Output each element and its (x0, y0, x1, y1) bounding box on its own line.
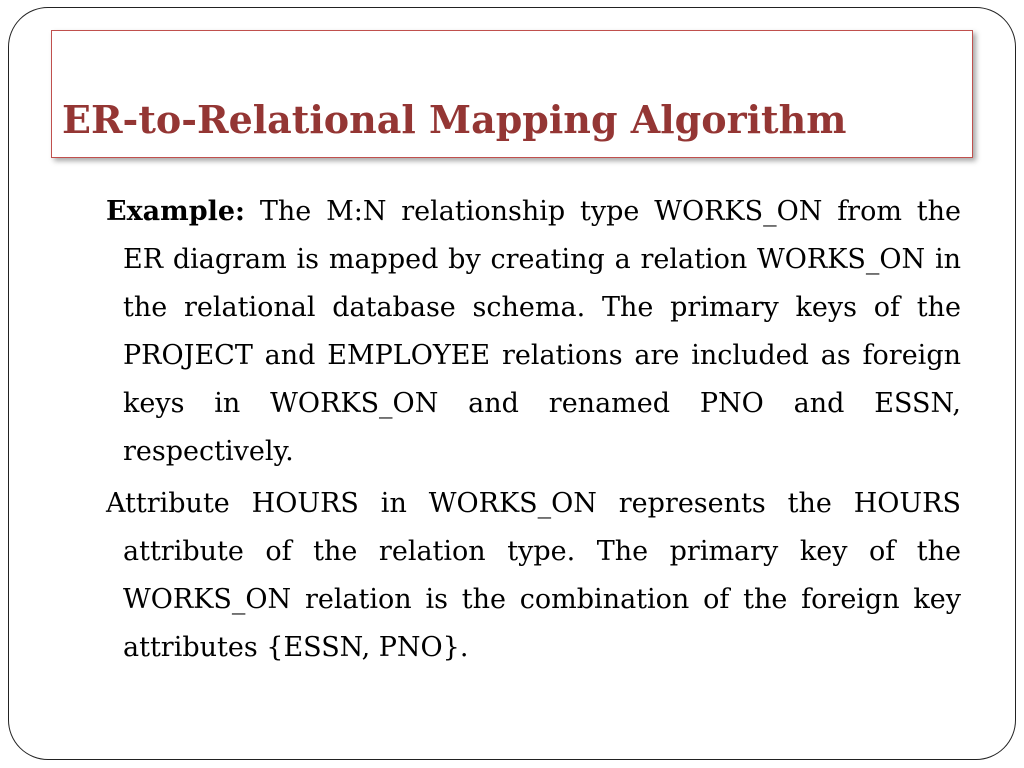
attribute-text: Attribute HOURS in WORKS_ON represents the HOURS attribute of the relation type. The primary key of the WORKS_ON relation is the combination of the foreign key attributes {ESSN, PNO}. (106, 488, 961, 663)
slide-body (106, 188, 961, 676)
slide-title: ER-to-Relational Mapping Algorithm (62, 97, 847, 142)
paragraph-attribute (106, 480, 961, 672)
example-label: Example: (106, 196, 246, 227)
paragraph-example (106, 188, 961, 476)
example-text: The M:N relationship type WORKS_ON from the ER diagram is mapped by creating a relation WORKS_ON in the relational database schema. The primary keys of the PROJECT and EMPLOYEE relations are included as foreign keys in WORKS_ON and renamed PNO and ESSN, respectively. (123, 196, 961, 467)
